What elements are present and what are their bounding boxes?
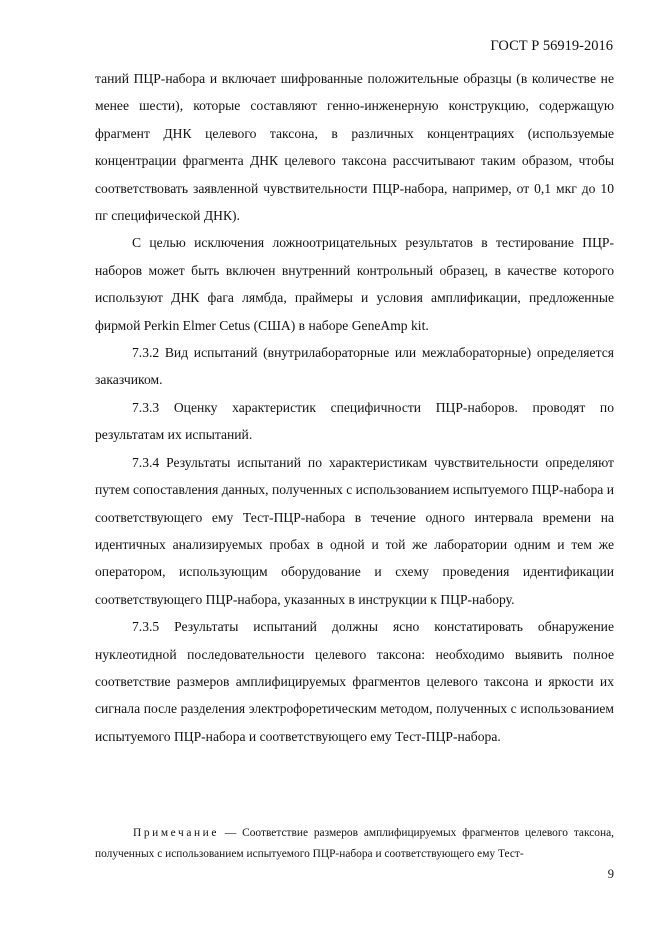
page-number: 9 xyxy=(607,867,614,881)
paragraph-7-3-3: 7.3.3 Оценку характеристик специфичности ПЦР-наборов. проводят по результатам их испытаний. xyxy=(95,399,614,443)
note xyxy=(95,823,614,864)
paragraph-continuation: таний ПЦР-набора и включает шифрованные положительные образцы (в количестве не менее шести), которые составляют генно-инженерную конструкцию, содержащую фрагмент ДНК целевого таксона, в различных концентрациях (используемые концентрации фрагмента ДНК целевого таксона рассчитывают таким образом, чтобы соответствовать заявленной чувствительности ПЦР-набора, например, от 0,1 мкг до 10 пг специфической ДНК). xyxy=(95,71,614,224)
paragraph-internal-control: С целью исключения ложноотрицательных результатов в тестирование ПЦР-наборов может быть включен внутренний контрольный образец, в качестве которого используют ДНК фага лямбда, праймеры и условия амплификации, предложенные фирмой Perkin Elmer Cetus (США) в наборе GeneAmp kit. xyxy=(95,235,614,333)
paragraph-7-3-2: 7.3.2 Вид испытаний (внутрилабораторные или межлабораторные) определяется заказчиком. xyxy=(95,345,614,388)
note-label: Примечание xyxy=(133,827,220,839)
paragraph-7-3-5: 7.3.5 Результаты испытаний должны ясно констатировать обнаружение нуклеотидной последовательности целевого таксона: необходимо выявить полное соответствие размеров амплифицируемых фрагментов целевого таксона и яркости их сигнала после разделения электрофоретическим методом, полученных с использованием испытуемого ПЦР-набора и соответствующего ему Тест-ПЦР-набора. xyxy=(95,619,614,744)
paragraph-7-3-4: 7.3.4 Результаты испытаний по характеристикам чувствительности определяют путем сопоставления данных, полученных с использованием испытуемого ПЦР-набора и соответствующего ему Тест-ПЦР-набора в течение одного интервала времени на идентичных анализируемых пробах в одной и той же лаборатории одним и тем же оператором, использующим оборудование и схему проведения идентификации соответствующего ПЦР-набора, указанных в инструкции к ПЦР-набору. xyxy=(95,454,614,607)
document-header-standard: ГОСТ Р 56919-2016 xyxy=(490,38,613,54)
document-body xyxy=(95,65,614,750)
note-text: — Соответствие размеров амплифицируемых фрагментов целевого таксона, полученных с использованием испытуемого ПЦР-набора и соответствующего ему Тест- xyxy=(95,827,614,860)
